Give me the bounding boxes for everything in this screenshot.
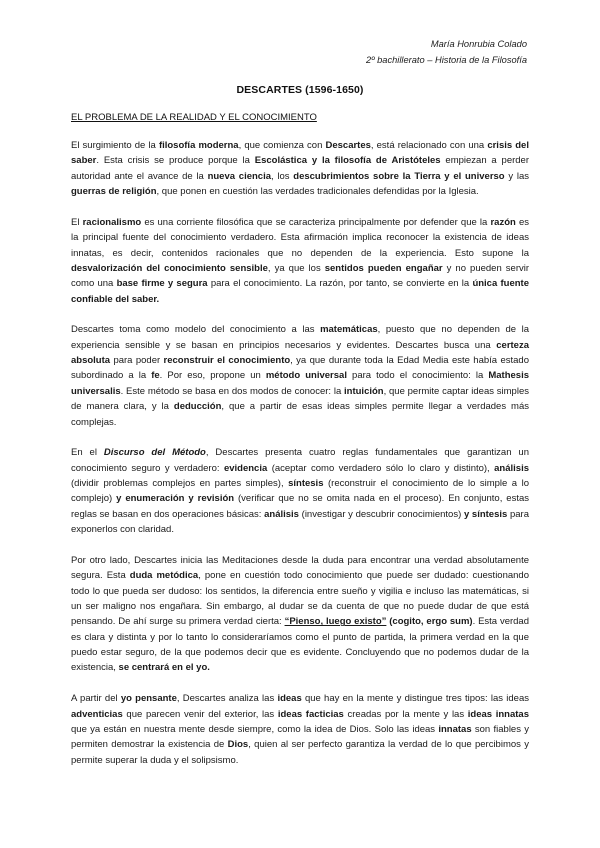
emphasis-text: crisis del saber	[71, 140, 529, 167]
paragraph	[71, 691, 529, 768]
emphasis-text: matemáticas	[320, 324, 378, 336]
paragraph	[71, 215, 529, 307]
inline-text: y las	[504, 170, 529, 182]
emphasis-text: ideas	[277, 693, 302, 705]
emphasis-text: Descartes	[325, 140, 371, 151]
inline-text: El surgimiento de la	[71, 140, 159, 151]
inline-text: (dividir problemas complejos en partes simples),	[71, 478, 289, 490]
paragraph	[71, 138, 529, 199]
inline-text: , está relacionado con una	[370, 140, 488, 151]
inline-text: para todo el conocimiento: la	[346, 370, 489, 382]
emphasis-text: desvalorización del conocimiento sensible	[71, 262, 268, 274]
inline-text: , que a partir de esas ideas simples permite llegar a verdades más complejas.	[71, 401, 529, 428]
emphasis-text: análisis	[494, 462, 529, 474]
emphasis-text: guerras de religión	[71, 186, 157, 198]
inline-text: para exponerlos con claridad.	[71, 508, 529, 536]
emphasis-text: ideas innatas	[467, 708, 529, 720]
emphasis-text: fe	[151, 370, 160, 382]
emphasis-text: innatas	[438, 723, 472, 735]
inline-text: , que permite captar ideas simples de manera clara, y la	[71, 385, 529, 413]
emphasis-text: “Pienso, luego existo”	[284, 616, 387, 628]
inline-text: , quien al ser perfecto garantiza la verdad de lo que percibimos y permite superar la duda y el solipsismo.	[71, 739, 529, 766]
emphasis-text: síntesis	[288, 478, 324, 490]
inline-text: . Este método se basa en dos modos de conocer: la	[120, 385, 345, 397]
inline-text: , ya que durante toda la Edad Media este había estado subordinado a la	[71, 355, 529, 382]
inline-text: empiezan a perder autoridad ante el avance de la	[71, 155, 529, 182]
emphasis-text: se centrará en el yo.	[118, 662, 210, 674]
inline-text: En el	[71, 447, 104, 459]
inline-text: (verificar que no se omita nada en el proceso). En conjunto, estas reglas se basan en dos operaciones básicas:	[71, 493, 530, 520]
emphasis-text: (cogito, ergo sum)	[389, 616, 473, 628]
emphasis-text: evidencia	[223, 462, 268, 474]
emphasis-text: Discurso del Método	[103, 447, 206, 459]
inline-text: El	[71, 216, 83, 228]
inline-text: . Esta verdad es clara y distinta y por lo tanto lo consideraríamos como el punto de partida, la primera verdad en la que puedo estar seguro, de la que podemos decir que es evidente. Concluyendo que no podemos dudar de la existencia,	[71, 616, 529, 674]
inline-text: (aceptar como verdadero sólo lo claro y distinto),	[267, 462, 495, 474]
inline-text: . Por eso, propone un	[159, 370, 266, 382]
emphasis-text: método universal	[265, 370, 347, 382]
emphasis-text: Mathesis universalis	[71, 370, 529, 397]
inline-text: que parecen venir del exterior, las	[122, 708, 278, 720]
inline-text: creadas por la mente y las	[343, 708, 468, 720]
inline-text: que ya están en nuestra mente desde siempre, como la idea de Dios. Solo las ideas	[71, 723, 439, 735]
inline-text: , Descartes presenta cuatro reglas fundamentales que garantizan un conocimiento seguro y verdadero:	[71, 447, 529, 474]
emphasis-text: única fuente confiable del saber.	[71, 278, 529, 305]
inline-text: (reconstruir el conocimiento de lo simple a lo complejo)	[71, 478, 529, 505]
inline-text: , que comienza con	[238, 140, 326, 151]
emphasis-text: intuición	[344, 385, 384, 397]
emphasis-text: yo pensante	[120, 693, 177, 705]
author-name: María Honrubia Colado	[430, 39, 527, 49]
inline-text: , los	[271, 170, 294, 182]
emphasis-text: duda metódica	[129, 570, 199, 582]
emphasis-text: adventicias	[71, 708, 123, 720]
inline-text: , que ponen en cuestión las verdades tradicionales defendidas por la Iglesia.	[156, 186, 479, 198]
emphasis-text: reconstruir el conocimiento	[163, 355, 291, 367]
emphasis-text: ideas facticias	[277, 708, 344, 720]
inline-text: (investigar y descubrir conocimientos)	[298, 508, 464, 520]
paragraph	[71, 445, 529, 537]
emphasis-text: nueva ciencia	[207, 170, 271, 182]
inline-text: . Esta crisis se produce porque la	[96, 155, 255, 167]
inline-text: , puesto que no dependen de la experiencia sensible y se basan en principios necesarios y evidentes. Descartes busca una	[71, 324, 529, 351]
emphasis-text: descubrimientos sobre la Tierra y el universo	[293, 170, 505, 182]
section-heading: EL PROBLEMA DE LA REALIDAD Y EL CONOCIMIENTO	[71, 112, 317, 123]
inline-text: , pone en cuestión todo conocimiento que puede ser dudado: cuestionando todo lo que pueda ser dudoso: los sentidos, la diferencia entre sueño y vigilia e incluso las matemáticas, si un ser maligno nos engañara. Sin embargo, al dudar se da cuenta de que no puede dudar de que está pensando. De ahí surge su primera verdad cierta:	[71, 570, 530, 628]
inline-text: para poder	[110, 355, 164, 367]
emphasis-text: sentidos pueden engañar	[324, 262, 443, 274]
paragraph	[71, 322, 529, 429]
emphasis-text: racionalismo	[82, 216, 142, 228]
emphasis-text: Dios	[227, 739, 249, 751]
emphasis-text: filosofía moderna	[158, 140, 239, 151]
document-body	[71, 138, 529, 783]
inline-text: es una corriente filosófica que se caracteriza principalmente por defender que la	[141, 216, 491, 228]
inline-text: es la principal fuente del conocimiento verdadero. Esta afirmación implica reconocer la existencia de ideas innatas, es decir, contenidos racionales que no dependen de la experiencia. Esto supone la	[71, 216, 529, 259]
inline-text: A partir del	[71, 693, 121, 705]
course-name: 2º bachillerato – Historia de la Filosofía	[365, 55, 527, 65]
inline-text: Por otro lado, Descartes inicia las Meditaciones desde la duda para encontrar una verdad absolutamente segura. Esta	[71, 554, 529, 582]
emphasis-text: y síntesis	[463, 508, 508, 520]
emphasis-text: razón	[490, 216, 516, 228]
emphasis-text: certeza absoluta	[71, 339, 529, 367]
emphasis-text: Escolástica y la filosofía de Aristóteles	[254, 155, 441, 167]
paragraph	[71, 553, 529, 676]
page-header	[366, 36, 527, 68]
inline-text: son fiables y permiten demostrar la existencia de	[71, 723, 529, 751]
emphasis-text: deducción	[173, 401, 222, 413]
document-title: DESCARTES (1596-1650)	[236, 84, 364, 96]
emphasis-text: análisis	[264, 508, 299, 520]
inline-text: , ya que los	[267, 262, 325, 274]
inline-text: y no pueden servir como una	[71, 262, 530, 290]
emphasis-text: y enumeración y revisión	[116, 493, 235, 505]
inline-text: , Descartes analiza las	[176, 693, 278, 705]
inline-text: que hay en la mente y distingue tres tipos: las ideas	[301, 693, 529, 705]
inline-text: para el conocimiento. La razón, por tanto, se convierte en la	[207, 278, 473, 290]
emphasis-text: base firme y segura	[116, 278, 208, 290]
inline-text: Descartes toma como modelo del conocimiento a las	[71, 324, 321, 336]
